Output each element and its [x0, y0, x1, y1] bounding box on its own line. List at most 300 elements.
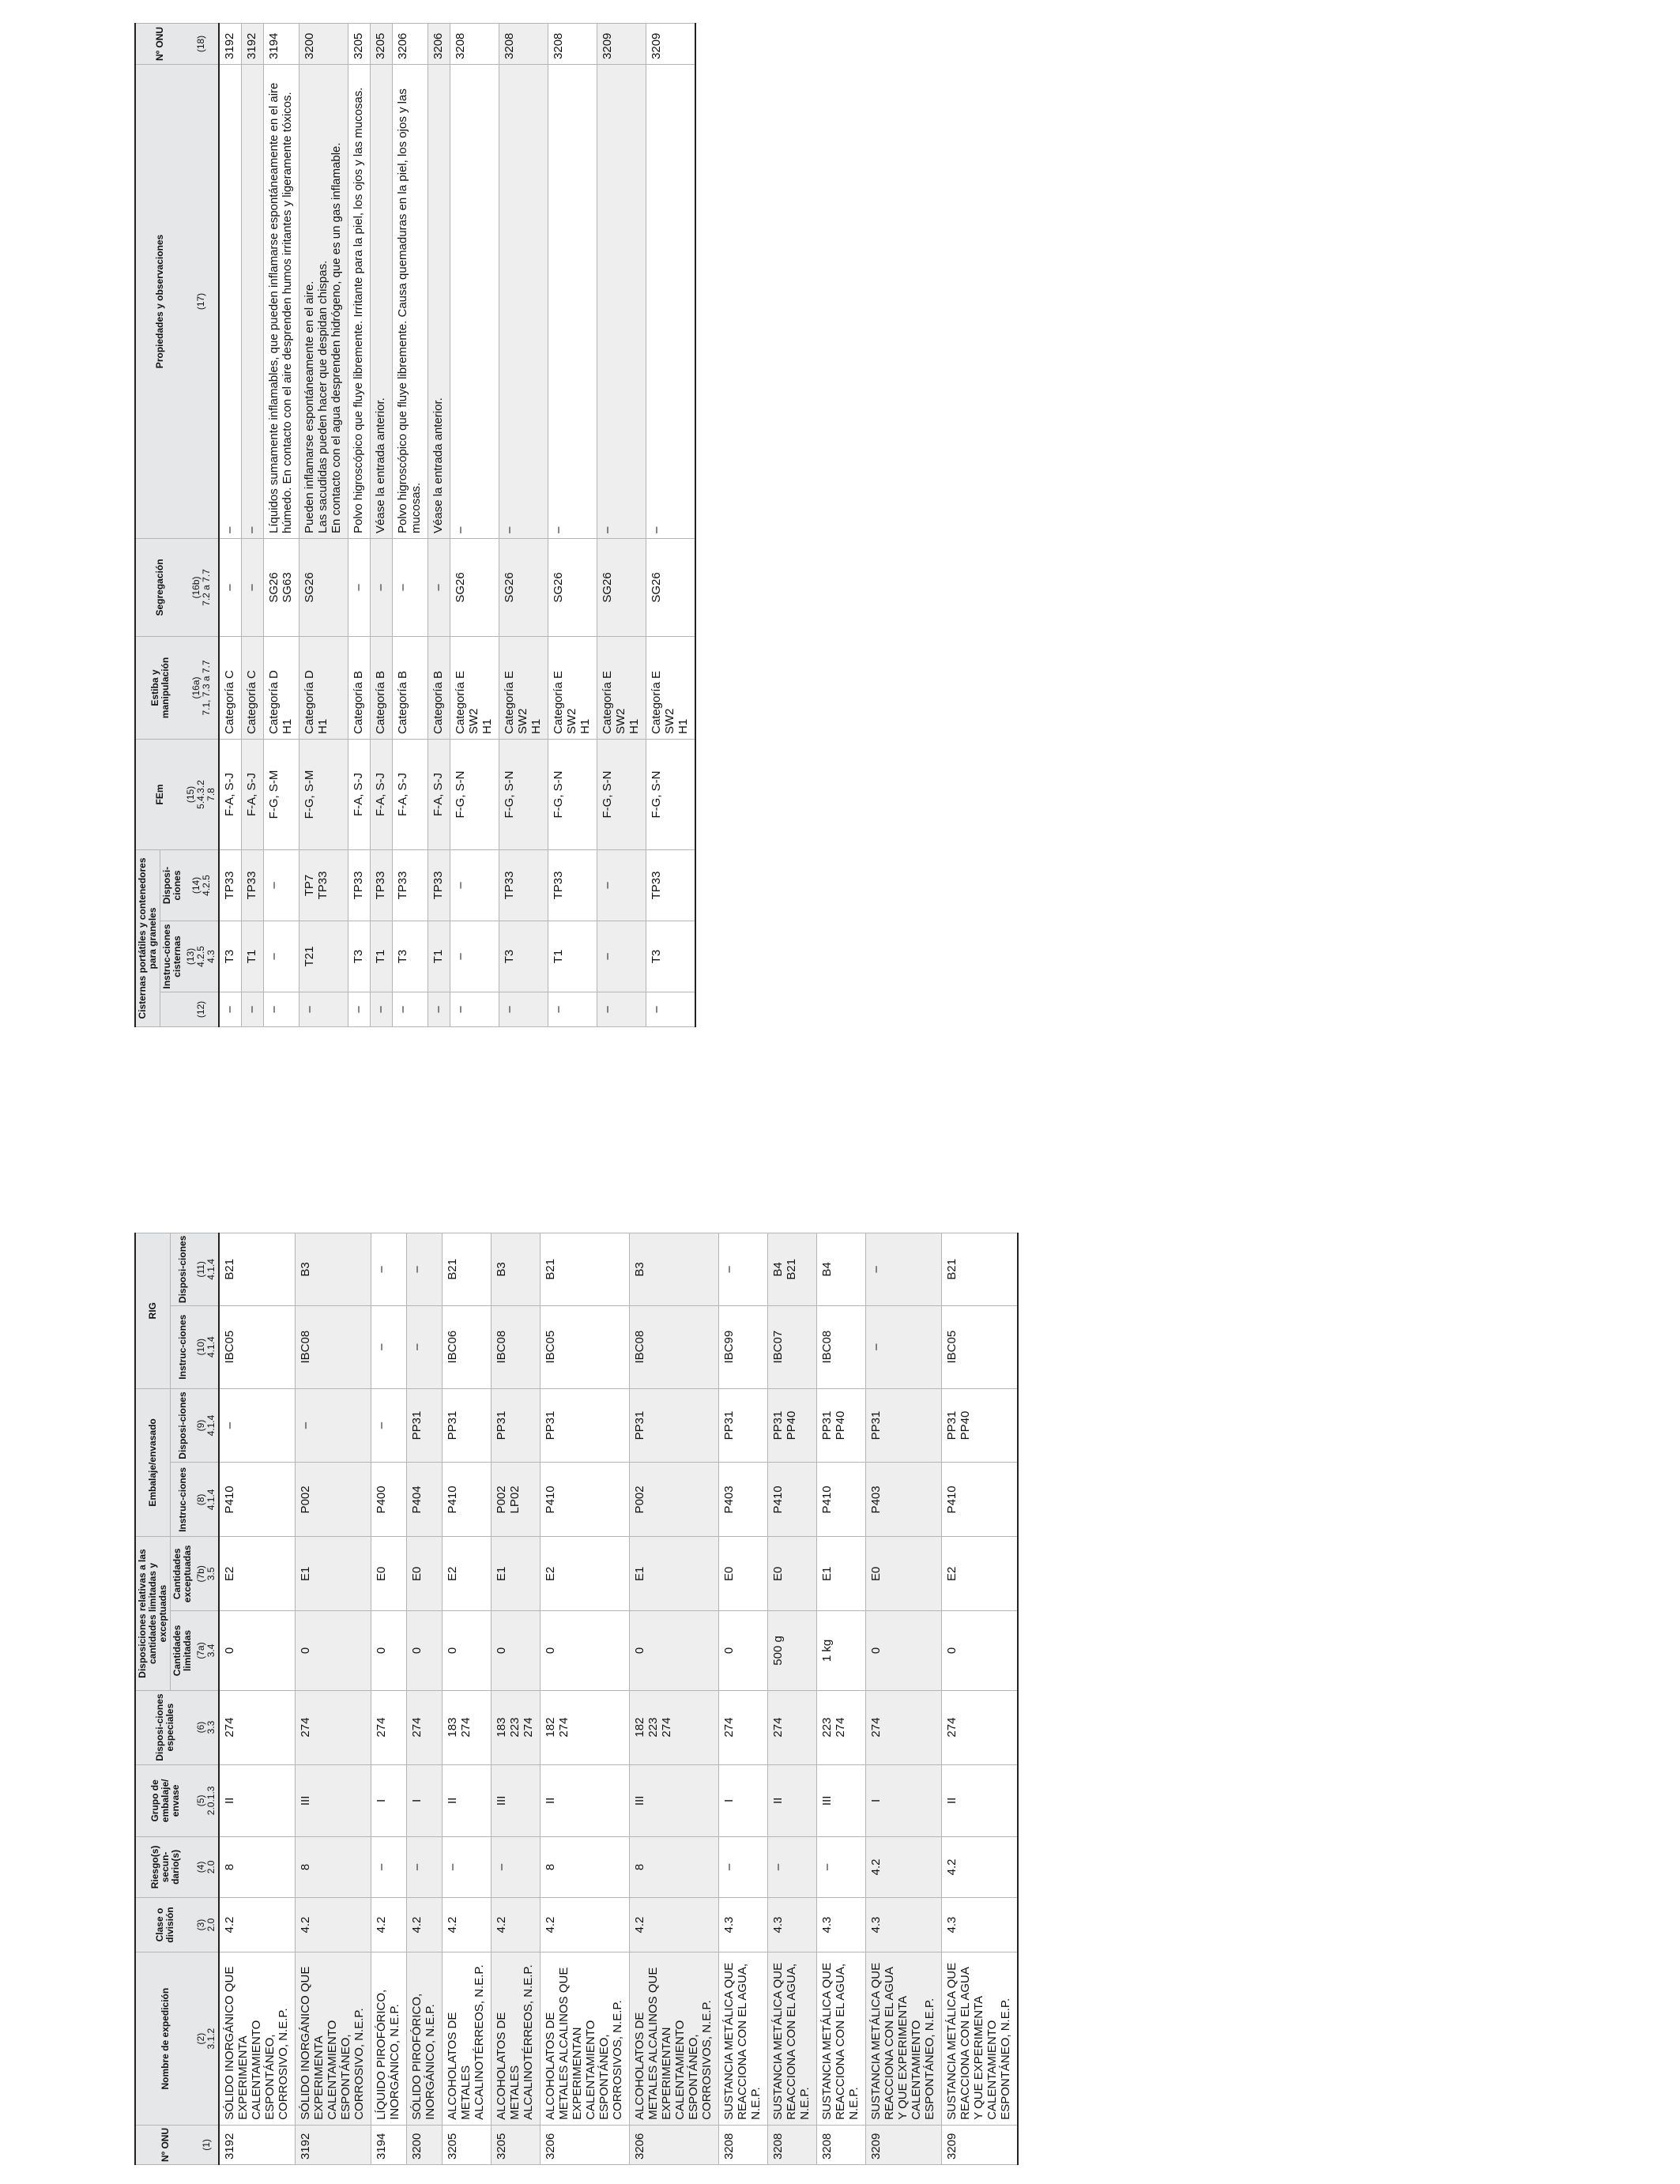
segregation-cell: SG26 [499, 538, 548, 636]
stowage-cell: Categoría E SW2 H1 [450, 636, 499, 739]
ibc-instruction-cell: IBC07 [768, 1305, 817, 1388]
un-number-right-cell: 3192 [219, 23, 242, 64]
table-row-left [407, 1233, 443, 2165]
header-un-number: Nº ONU [135, 2125, 194, 2164]
un-number-cell: 3205 [443, 2125, 492, 2164]
subsidiary-risk-cell: – [768, 1837, 817, 1897]
table-row-right [219, 23, 242, 1026]
packing-instruction-cell: P410 [541, 1463, 630, 1537]
stowage-cell: Categoría E SW2 H1 [548, 636, 597, 739]
segregation-cell: SG26 [646, 538, 696, 636]
header-packing-group-title: Embalaje/envasado [135, 1388, 171, 1537]
properties-cell: Pueden inflamarse espontáneamente en el aire. Las sacudidas pueden hacer que despidan chispas. En contacto con el agua desprenden hidrógeno, que es un gas inflamable. [299, 64, 348, 538]
ref-col-2: (2) 3.1.2 [194, 1952, 219, 2125]
limited-qty-cell: 0 [866, 1611, 942, 1690]
segregation-cell: – [371, 538, 393, 636]
ibc-provision-cell: B21 [942, 1233, 1019, 1306]
packing-provision-cell: – [371, 1388, 407, 1463]
shipping-name-cell: SUSTANCIA METÁLICA QUE REACCIONA CON EL AGUA, N.E.P. [768, 1952, 817, 2125]
packing-group-cell: III [492, 1764, 541, 1837]
tank-provision-cell: TP33 [242, 849, 264, 921]
header-packing-group: Grupo de embalaje/ envase [135, 1764, 194, 1837]
ref-col-5: (5) 2.0.1.3 [194, 1764, 219, 1837]
ems-cell: F-G, S-M [264, 739, 299, 849]
segregation-cell: SG26 SG63 [264, 538, 299, 636]
properties-cell: Véase la entrada anterior. [428, 64, 450, 538]
packing-provision-cell: PP31 PP40 [942, 1388, 1019, 1463]
ref-col-9: (9) 4.1.4 [194, 1388, 219, 1463]
packing-instruction-cell: P400 [371, 1463, 407, 1537]
stowage-cell: Categoría B [348, 636, 371, 739]
excepted-qty-cell: E0 [407, 1537, 443, 1611]
header-limited-excepted-group: Disposiciones relativas a las cantidades limitadas y exceptuadas [135, 1537, 171, 1690]
tank-instruction-cell: T3 [219, 921, 242, 992]
tank-col12-cell: – [242, 992, 264, 1027]
ref-col-4: (4) 2.0 [194, 1837, 219, 1897]
tank-col12-cell: – [264, 992, 299, 1027]
properties-cell: – [219, 64, 242, 538]
ibc-instruction-cell: – [866, 1305, 942, 1388]
shipping-name-cell: ALCOHOLATOS DE METALES ALCALINOS QUE EXPERIMENTAN CALENTAMIENTO ESPONTÁNEO, CORROSIVOS, N.E.P. [630, 1952, 719, 2125]
subsidiary-risk-cell: 8 [296, 1837, 371, 1897]
shipping-name-cell: SUSTANCIA METÁLICA QUE REACCIONA CON EL AGUA Y QUE EXPERIMENTA CALENTAMIENTO ESPONTÁNEO, N.E.P. [866, 1952, 942, 2125]
table-row-right [548, 23, 597, 1026]
table-row-left [492, 1233, 541, 2165]
ref-col-13: (13) 4.2.5 4.3 [184, 921, 219, 992]
table-row-left [817, 1233, 866, 2165]
ems-cell: F-A, S-J [393, 739, 428, 849]
subsidiary-risk-cell: – [719, 1837, 768, 1897]
packing-group-cell: I [407, 1764, 443, 1837]
ibc-instruction-cell: IBC05 [942, 1305, 1019, 1388]
ems-cell: F-G, S-M [299, 739, 348, 849]
header-tank-instructions: Instruc-ciones cisternas [160, 921, 185, 992]
tank-provision-cell: – [450, 849, 499, 921]
class-cell: 4.2 [407, 1897, 443, 1952]
excepted-qty-cell: E1 [817, 1537, 866, 1611]
tank-provision-cell: TP33 [646, 849, 696, 921]
excepted-qty-cell: E2 [219, 1537, 296, 1611]
table-row-right [428, 23, 450, 1026]
subsidiary-risk-cell: – [371, 1837, 407, 1897]
tank-instruction-cell: T3 [348, 921, 371, 992]
packing-instruction-cell: P410 [219, 1463, 296, 1537]
packing-group-cell: I [866, 1764, 942, 1837]
table-row-left [630, 1233, 719, 2165]
packing-group-cell: III [630, 1764, 719, 1837]
excepted-qty-cell: E2 [942, 1537, 1019, 1611]
ref-col-15: (15) 5.4.3.2 7.8 [184, 739, 219, 849]
stowage-cell: Categoría D H1 [299, 636, 348, 739]
shipping-name-cell: ALCOHOLATOS DE METALES ALCALINOTÉRREOS, N.E.P. [492, 1952, 541, 2125]
ibc-instruction-cell: IBC08 [630, 1305, 719, 1388]
packing-group-cell: I [719, 1764, 768, 1837]
ibc-provision-cell: B3 [630, 1233, 719, 1306]
tank-provision-cell: TP7 TP33 [299, 849, 348, 921]
un-number-right-cell: 3205 [371, 23, 393, 64]
ref-col-16a: (16a) 7.1, 7.3 a 7.7 [184, 636, 219, 739]
tank-provision-cell: TP33 [348, 849, 371, 921]
packing-provision-cell: PP31 [541, 1388, 630, 1463]
tank-provision-cell: TP33 [219, 849, 242, 921]
stowage-cell: Categoría E SW2 H1 [646, 636, 696, 739]
ibc-instruction-cell: IBC08 [817, 1305, 866, 1388]
ems-cell: F-G, S-N [499, 739, 548, 849]
excepted-qty-cell: E1 [296, 1537, 371, 1611]
subsidiary-risk-cell: – [492, 1837, 541, 1897]
header-excepted-qty: Cantidades exceptuadas [171, 1537, 195, 1611]
un-number-cell: 3205 [492, 2125, 541, 2164]
subsidiary-risk-cell: 8 [630, 1837, 719, 1897]
ref-col-10: (10) 4.1.4 [194, 1305, 219, 1388]
header-class: Clase o división [135, 1897, 194, 1952]
special-provisions-cell: 274 [219, 1690, 296, 1764]
stowage-cell: Categoría E SW2 H1 [597, 636, 646, 739]
ibc-provision-cell: B4 B21 [768, 1233, 817, 1306]
tank-instruction-cell: T1 [548, 921, 597, 992]
ems-cell: F-A, S-J [428, 739, 450, 849]
excepted-qty-cell: E0 [371, 1537, 407, 1611]
header-segregation: Segregación [135, 538, 184, 636]
packing-group-cell: II [541, 1764, 630, 1837]
packing-provision-cell: PP31 [492, 1388, 541, 1463]
ibc-provision-cell: B4 [817, 1233, 866, 1306]
class-cell: 4.3 [817, 1897, 866, 1952]
ibc-provision-cell: B21 [219, 1233, 296, 1306]
excepted-qty-cell: E0 [719, 1537, 768, 1611]
un-number-cell: 3192 [219, 2125, 296, 2164]
packing-group-cell: I [371, 1764, 407, 1837]
packing-provision-cell: – [219, 1388, 296, 1463]
table-row-right [348, 23, 371, 1026]
tank-instruction-cell: – [264, 921, 299, 992]
tank-instruction-cell: – [597, 921, 646, 992]
subsidiary-risk-cell: 8 [219, 1837, 296, 1897]
ibc-provision-cell: B21 [443, 1233, 492, 1306]
tank-col12-cell: – [548, 992, 597, 1027]
properties-cell: Polvo higroscópico que fluye libremente. Irritante para la piel, los ojos y las mucosas. [348, 64, 371, 538]
ref-col-11: (11) 4.1.4 [194, 1233, 219, 1306]
tank-instruction-cell: T1 [242, 921, 264, 992]
tank-col12-cell: – [428, 992, 450, 1027]
header-col-12 [160, 992, 185, 1027]
packing-instruction-cell: P002 [296, 1463, 371, 1537]
header-ems: FEm [135, 739, 184, 849]
limited-qty-cell: 0 [719, 1611, 768, 1690]
properties-cell: – [597, 64, 646, 538]
special-provisions-cell: 274 [296, 1690, 371, 1764]
rotated-sheet [134, 24, 1343, 2165]
packing-provision-cell: PP31 [719, 1388, 768, 1463]
table-row-right [371, 23, 393, 1026]
packing-group-cell: III [817, 1764, 866, 1837]
tank-col12-cell: – [299, 992, 348, 1027]
packing-provision-cell: – [296, 1388, 371, 1463]
tank-provision-cell: – [264, 849, 299, 921]
excepted-qty-cell: E1 [492, 1537, 541, 1611]
header-stowage: Estiba y manipulación [135, 636, 184, 739]
un-number-right-cell: 3206 [428, 23, 450, 64]
limited-qty-cell: 0 [630, 1611, 719, 1690]
packing-group-cell: II [768, 1764, 817, 1837]
segregation-cell: – [242, 538, 264, 636]
segregation-cell: SG26 [597, 538, 646, 636]
un-number-cell: 3208 [719, 2125, 768, 2164]
segregation-cell: SG26 [548, 538, 597, 636]
special-provisions-cell: 274 [371, 1690, 407, 1764]
packing-instruction-cell: P002 LP02 [492, 1463, 541, 1537]
tank-col12-cell: – [646, 992, 696, 1027]
header-ibc-group: RIG [135, 1233, 171, 1389]
un-number-cell: 3209 [942, 2125, 1019, 2164]
segregation-cell: SG26 [299, 538, 348, 636]
class-cell: 4.3 [768, 1897, 817, 1952]
table-row-left [942, 1233, 1019, 2165]
packing-group-cell: II [443, 1764, 492, 1837]
un-number-right-cell: 3209 [597, 23, 646, 64]
shipping-name-cell: SÓLIDO INORGÁNICO QUE EXPERIMENTA CALENTAMIENTO ESPONTÁNEO, CORROSIVO, N.E.P. [296, 1952, 371, 2125]
un-number-right-cell: 3208 [548, 23, 597, 64]
stowage-cell: Categoría C [242, 636, 264, 739]
class-cell: 4.2 [219, 1897, 296, 1952]
class-cell: 4.2 [541, 1897, 630, 1952]
properties-cell: – [548, 64, 597, 538]
ibc-instruction-cell: IBC99 [719, 1305, 768, 1388]
tank-col12-cell: – [348, 992, 371, 1027]
un-number-cell: 3209 [866, 2125, 942, 2164]
ems-cell: F-A, S-J [219, 739, 242, 849]
excepted-qty-cell: E2 [541, 1537, 630, 1611]
tank-provision-cell: – [597, 849, 646, 921]
shipping-name-cell: LÍQUIDO PIROFÓRICO, INORGÁNICO, N.E.P. [371, 1952, 407, 2125]
limited-qty-cell: 1 kg [817, 1611, 866, 1690]
un-number-right-cell: 3206 [393, 23, 428, 64]
subsidiary-risk-cell: 4.2 [942, 1837, 1019, 1897]
ems-cell: F-A, S-J [371, 739, 393, 849]
class-cell: 4.2 [371, 1897, 407, 1952]
stowage-cell: Categoría C [219, 636, 242, 739]
stowage-cell: Categoría B [393, 636, 428, 739]
ibc-provision-cell: – [866, 1233, 942, 1306]
packing-group-cell: II [942, 1764, 1019, 1837]
packing-instruction-cell: P410 [768, 1463, 817, 1537]
tank-instruction-cell: T3 [393, 921, 428, 992]
segregation-cell: – [219, 538, 242, 636]
ibc-instruction-cell: IBC06 [443, 1305, 492, 1388]
header-ibc-provisions: Disposi-ciones [171, 1233, 195, 1306]
tank-instruction-cell: T21 [299, 921, 348, 992]
tank-col12-cell: – [371, 992, 393, 1027]
header-packing-instructions: Instruc-ciones [171, 1463, 195, 1537]
header-shipping-name: Nombre de expedición [135, 1952, 194, 2125]
limited-qty-cell: 500 g [768, 1611, 817, 1690]
excepted-qty-cell: E0 [866, 1537, 942, 1611]
un-number-right-cell: 3205 [348, 23, 371, 64]
table-row-left [296, 1233, 371, 2165]
packing-group-cell: II [219, 1764, 296, 1837]
special-provisions-cell: 182 223 274 [630, 1690, 719, 1764]
shipping-name-cell: ALCOHOLATOS DE METALES ALCALINOTÉRREOS, N.E.P. [443, 1952, 492, 2125]
header-limited-qty: Cantidades limitadas [171, 1611, 195, 1690]
subsidiary-risk-cell: 8 [541, 1837, 630, 1897]
properties-cell: – [646, 64, 696, 538]
subsidiary-risk-cell: 4.2 [866, 1837, 942, 1897]
ems-cell: F-A, S-J [242, 739, 264, 849]
ibc-instruction-cell: – [371, 1305, 407, 1388]
table-row-left [768, 1233, 817, 2165]
un-number-cell: 3206 [541, 2125, 630, 2164]
ref-col-16b: (16b) 7.2 a 7.7 [184, 538, 219, 636]
un-number-cell: 3200 [407, 2125, 443, 2164]
packing-instruction-cell: P403 [719, 1463, 768, 1537]
header-tank-provisions: Disposi-ciones [160, 849, 185, 921]
special-provisions-cell: 183 274 [443, 1690, 492, 1764]
packing-instruction-cell: P002 [630, 1463, 719, 1537]
tank-instruction-cell: T1 [428, 921, 450, 992]
stowage-cell: Categoría B [371, 636, 393, 739]
tank-instruction-cell: T1 [371, 921, 393, 992]
special-provisions-cell: 274 [942, 1690, 1019, 1764]
subsidiary-risk-cell: – [817, 1837, 866, 1897]
ibc-instruction-cell: – [407, 1305, 443, 1388]
packing-provision-cell: PP31 PP40 [768, 1388, 817, 1463]
limited-qty-cell: 0 [443, 1611, 492, 1690]
un-number-right-cell: 3194 [264, 23, 299, 64]
shipping-name-cell: SUSTANCIA METÁLICA QUE REACCIONA CON EL AGUA Y QUE EXPERIMENTA CALENTAMIENTO ESPONTÁNEO, N.E.P. [942, 1952, 1019, 2125]
table-row-right [264, 23, 299, 1026]
class-cell: 4.3 [719, 1897, 768, 1952]
un-number-right-cell: 3208 [450, 23, 499, 64]
shipping-name-cell: SÓLIDO INORGÁNICO QUE EXPERIMENTA CALENTAMIENTO ESPONTÁNEO, CORROSIVO, N.E.P. [219, 1952, 296, 2125]
stowage-cell: Categoría B [428, 636, 450, 739]
ibc-provision-cell: – [371, 1233, 407, 1306]
tank-instruction-cell: – [450, 921, 499, 992]
ibc-instruction-cell: IBC05 [219, 1305, 296, 1388]
special-provisions-cell: 223 274 [817, 1690, 866, 1764]
ibc-provision-cell: – [407, 1233, 443, 1306]
ibc-instruction-cell: IBC05 [541, 1305, 630, 1388]
special-provisions-cell: 182 274 [541, 1690, 630, 1764]
class-cell: 4.3 [942, 1897, 1019, 1952]
shipping-name-cell: ALCOHOLATOS DE METALES ALCALINOS QUE EXPERIMENTAN CALENTAMIENTO ESPONTÁNEO, CORROSIVOS, N.E.P. [541, 1952, 630, 2125]
class-cell: 4.2 [630, 1897, 719, 1952]
class-cell: 4.3 [866, 1897, 942, 1952]
excepted-qty-cell: E2 [443, 1537, 492, 1611]
header-special-provisions: Disposi-ciones especiales [135, 1690, 194, 1764]
dangerous-goods-list-right [134, 23, 696, 1027]
ref-col-18: (18) [184, 23, 219, 64]
ibc-instruction-cell: IBC08 [296, 1305, 371, 1388]
subsidiary-risk-cell: – [407, 1837, 443, 1897]
packing-provision-cell: PP31 [407, 1388, 443, 1463]
ref-col-3: (3) 2.0 [194, 1897, 219, 1952]
limited-qty-cell: 0 [219, 1611, 296, 1690]
header-ibc-instructions: Instruc-ciones [171, 1305, 195, 1388]
properties-cell: Líquidos sumamente inflamables, que pueden inflamarse espontáneamente en el aire húmedo. En contacto con el aire desprenden humos irritantes y ligeramente tóxicos. [264, 64, 299, 538]
header-properties: Propiedades y observaciones [135, 64, 184, 538]
limited-qty-cell: 0 [371, 1611, 407, 1690]
segregation-cell: – [428, 538, 450, 636]
ibc-instruction-cell: IBC08 [492, 1305, 541, 1388]
packing-provision-cell: PP31 [866, 1388, 942, 1463]
shipping-name-cell: SUSTANCIA METÁLICA QUE REACCIONA CON EL AGUA, N.E.P. [817, 1952, 866, 2125]
table-row-right [393, 23, 428, 1026]
ibc-provision-cell: B21 [541, 1233, 630, 1306]
subsidiary-risk-cell: – [443, 1837, 492, 1897]
packing-group-cell: III [296, 1764, 371, 1837]
packing-provision-cell: PP31 [443, 1388, 492, 1463]
table-row-left [219, 1233, 296, 2165]
stowage-cell: Categoría D H1 [264, 636, 299, 739]
limited-qty-cell: 0 [541, 1611, 630, 1690]
special-provisions-cell: 274 [866, 1690, 942, 1764]
un-number-cell: 3206 [630, 2125, 719, 2164]
ref-col-7b: (7b) 3.5 [194, 1537, 219, 1611]
tank-instruction-cell: T3 [646, 921, 696, 992]
special-provisions-cell: 183 223 274 [492, 1690, 541, 1764]
tank-col12-cell: – [450, 992, 499, 1027]
stowage-cell: Categoría E SW2 H1 [499, 636, 548, 739]
limited-qty-cell: 0 [296, 1611, 371, 1690]
un-number-right-cell: 3209 [646, 23, 696, 64]
ibc-provision-cell: – [719, 1233, 768, 1306]
table-row-right [646, 23, 696, 1026]
ref-col-7a: (7a) 3.4 [194, 1611, 219, 1690]
table-row-left [371, 1233, 407, 2165]
properties-cell: Polvo higroscópico que fluye libremente. Causa quemaduras en la piel, los ojos y las mucosas. [393, 64, 428, 538]
packing-instruction-cell: P404 [407, 1463, 443, 1537]
table-row-right [299, 23, 348, 1026]
un-number-right-cell: 3200 [299, 23, 348, 64]
shipping-name-cell: SÓLIDO PIROFÓRICO, INORGÁNICO, N.E.P. [407, 1952, 443, 2125]
packing-instruction-cell: P410 [942, 1463, 1019, 1537]
table-row-left [541, 1233, 630, 2165]
class-cell: 4.2 [443, 1897, 492, 1952]
tank-provision-cell: TP33 [499, 849, 548, 921]
ems-cell: F-G, S-N [646, 739, 696, 849]
tank-col12-cell: – [219, 992, 242, 1027]
ref-col-6: (6) 3.3 [194, 1690, 219, 1764]
ibc-provision-cell: B3 [492, 1233, 541, 1306]
ref-col-17: (17) [184, 64, 219, 538]
segregation-cell: – [393, 538, 428, 636]
properties-cell: – [242, 64, 264, 538]
properties-cell: – [450, 64, 499, 538]
packing-provision-cell: PP31 PP40 [817, 1388, 866, 1463]
document-page [134, 24, 1343, 2165]
header-un-number-right: Nº ONU [135, 23, 184, 64]
ibc-provision-cell: B3 [296, 1233, 371, 1306]
limited-qty-cell: 0 [492, 1611, 541, 1690]
table-row-right [499, 23, 548, 1026]
special-provisions-cell: 274 [768, 1690, 817, 1764]
tank-instruction-cell: T3 [499, 921, 548, 992]
ems-cell: F-G, S-N [450, 739, 499, 849]
un-number-right-cell: 3208 [499, 23, 548, 64]
table-row-left [866, 1233, 942, 2165]
limited-qty-cell: 0 [942, 1611, 1019, 1690]
table-row-right [597, 23, 646, 1026]
class-cell: 4.2 [492, 1897, 541, 1952]
ref-col-1: (1) [194, 2125, 219, 2164]
table-row-right [450, 23, 499, 1026]
packing-instruction-cell: P403 [866, 1463, 942, 1537]
segregation-cell: SG26 [450, 538, 499, 636]
dangerous-goods-list-left [134, 1233, 1019, 2165]
ref-col-14: (14) 4.2.5 [184, 849, 219, 921]
tank-col12-cell: – [499, 992, 548, 1027]
excepted-qty-cell: E1 [630, 1537, 719, 1611]
